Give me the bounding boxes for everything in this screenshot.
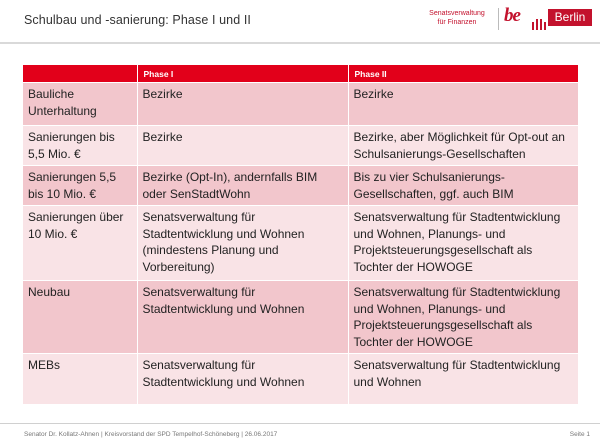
phase-2-cell: Senatsverwaltung für Stadtentwicklung und Wohnen, Planungs- und Projektsteuerungsgesellschaft als Tochter der HOWOGE [348,206,578,281]
logo-be-text: be [504,5,520,26]
column-header-phase-1: Phase I [137,65,348,83]
phase-2-cell: Bis zu vier Schulsanierungs-Gesellschaften, ggf. auch BIM [348,166,578,206]
table-row [23,166,578,206]
row-label: Sanierungen 5,5 bis 10 Mio. € [23,166,137,206]
table-row [23,281,578,354]
header-divider [498,8,499,30]
phase-2-cell: Senatsverwaltung für Stadtentwicklung und Wohnen [348,354,578,405]
phase-1-cell: Senatsverwaltung für Stadtentwicklung und Wohnen (mindestens Planung und Vorbereitung) [137,206,348,281]
page-number: Seite 1 [569,431,590,438]
phase-2-cell: Senatsverwaltung für Stadtentwicklung und Wohnen, Planungs- und Projektsteuerungsgesellschaft als Tochter der HOWOGE [348,281,578,354]
phase-1-cell: Bezirke (Opt-In), andernfalls BIM oder SenStadtWohn [137,166,348,206]
phase-2-cell: Bezirke [348,83,578,126]
footer-divider-line [0,423,600,424]
phase-1-cell: Bezirke [137,126,348,166]
slide-header [0,0,600,42]
table-row [23,354,578,405]
row-label: Bauliche Unterhaltung [23,83,137,126]
phase-1-cell: Senatsverwaltung für Stadtentwicklung und Wohnen [137,354,348,405]
phase-1-cell: Senatsverwaltung für Stadtentwicklung und Wohnen [137,281,348,354]
department-line-2: für Finanzen [437,19,477,26]
column-header-phase-2: Phase II [348,65,578,83]
header-divider-line [0,42,600,44]
department-label [420,9,494,27]
department-line-1: Senatsverwaltung [429,10,485,17]
row-label: Neubau [23,281,137,354]
row-label: Sanierungen bis 5,5 Mio. € [23,126,137,166]
logo-bars-icon [532,16,548,30]
phase-2-cell: Bezirke, aber Möglichkeit für Opt-out an Schulsanierungs-Gesellschaften [348,126,578,166]
table-row [23,206,578,281]
logo-berlin-text: Berlin [548,9,592,26]
slide-title: Schulbau und -sanierung: Phase I und II [24,13,251,27]
table-row [23,126,578,166]
phase-table [23,65,579,404]
column-header-category [23,65,137,83]
phase-1-cell: Bezirke [137,83,348,126]
row-label: Sanierungen über 10 Mio. € [23,206,137,281]
table-header-row [23,65,578,83]
table-row [23,83,578,126]
footer-credit: Senator Dr. Kollatz-Ahnen | Kreisvorstand der SPD Tempelhof-Schöneberg | 26.06.2017 [24,431,278,438]
row-label: MEBs [23,354,137,405]
